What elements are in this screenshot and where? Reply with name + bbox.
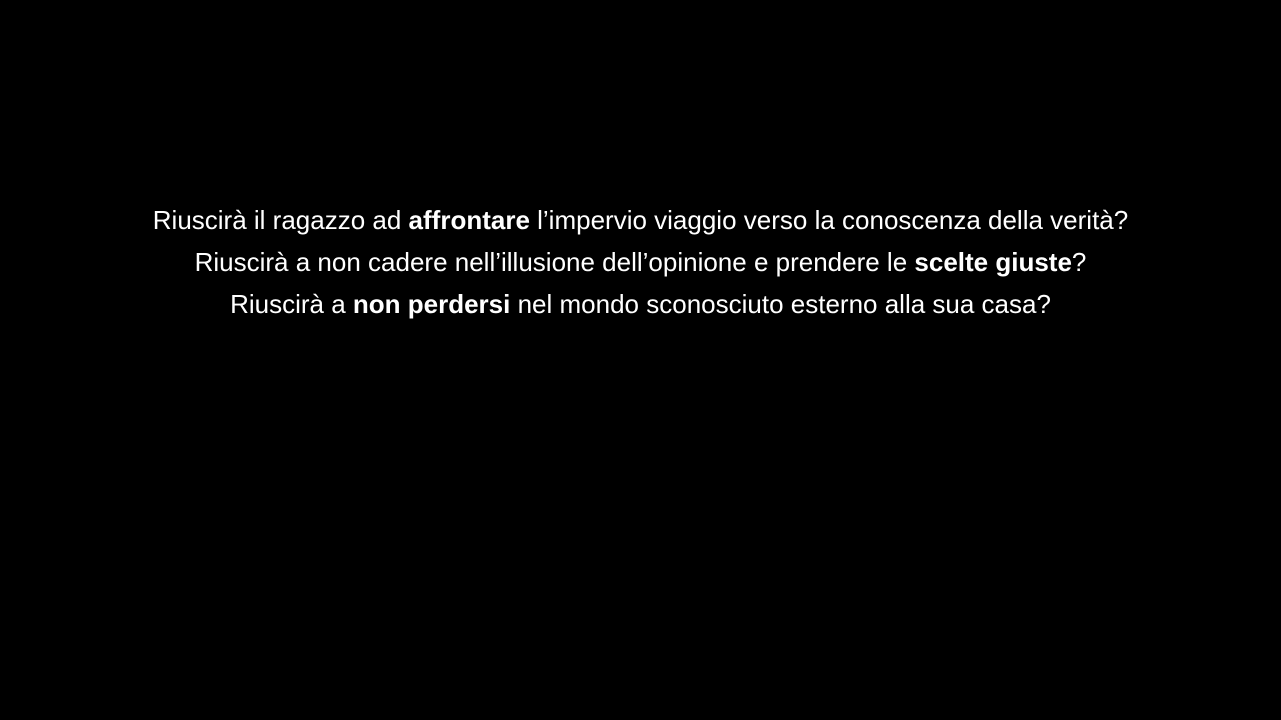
line-3-bold: non perdersi bbox=[352, 289, 511, 319]
line-3-part-1: Riuscirà a bbox=[230, 289, 353, 319]
line-3-part-2: nel mondo sconosciuto esterno alla sua casa? bbox=[510, 289, 1051, 319]
line-2-part-1: Riuscirà a non cadere nell’illusione dell’opinione e prendere le bbox=[194, 247, 915, 277]
line-2-bold: scelte giuste bbox=[914, 247, 1072, 277]
line-2-part-2: ? bbox=[1071, 247, 1087, 277]
slide-text bbox=[40, 199, 1241, 325]
line-1-part-2: l’impervio viaggio verso la conoscenza della verità? bbox=[529, 205, 1129, 235]
line-1-part-1: Riuscirà il ragazzo ad bbox=[152, 205, 409, 235]
text-line-1 bbox=[40, 199, 1241, 241]
text-line-2 bbox=[40, 241, 1241, 283]
line-1-bold: affrontare bbox=[408, 205, 530, 235]
text-line-3 bbox=[40, 283, 1241, 325]
